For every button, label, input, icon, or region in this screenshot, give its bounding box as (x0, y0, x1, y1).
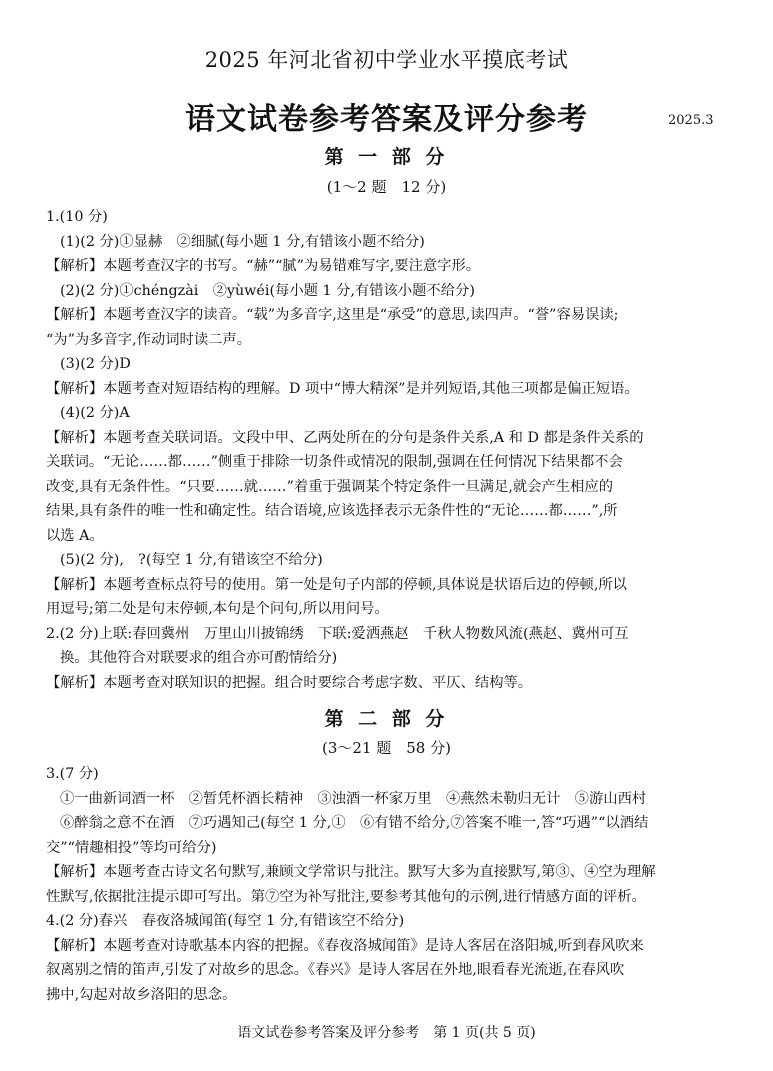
q3-answer: ①一曲新词酒一杯 ②暂凭杯酒长精神 ③浊酒一杯家万里 ④燕然未勒归无计 ⑤游山西村 (60, 790, 647, 807)
page-footer: 语文试卷参考答案及评分参考 第 1 页(共 5 页) (237, 1025, 536, 1041)
q2-answer-cont: 换。其他符合对联要求的组合亦可酌情给分) (60, 650, 338, 666)
part1-range: (1～2 题 12 分) (326, 178, 447, 196)
q1-4-analysis: 【解析】本题考查关联词语。文段中甲、乙两处所在的分句是条件关系,A 和 D 都是条件关系的 (46, 429, 644, 446)
q3-answer-cont: 交”“情趣相投”等均可给分) (46, 839, 217, 856)
part2-content (46, 762, 718, 1007)
q1-4-analysis-cont: 结果,具有条件的唯一性和确定性。结合语境,应该选择表示无条件性的“无论……都……”,所 (46, 503, 618, 519)
q1-2-analysis-cont: “为”为多音字,作动词时读二声。 (46, 331, 252, 348)
q1-header: 1.(10 分) (46, 209, 108, 225)
q3-analysis-cont: 性默写,依据批注提示即可写出。第⑦空为补写批注,要参考其他句的示例,进行情感方面的评析。 (46, 888, 646, 905)
q1-4-analysis-cont: 改变,具有无条件性。“只要……就……”着重于强调某个特定条件一旦满足,就会产生相应的 (46, 478, 613, 495)
q4-analysis: 【解析】本题考查对诗歌基本内容的把握。《春夜洛城闻笛》是诗人客居在洛阳城,听到春风吹来 (46, 937, 644, 954)
q1-5-analysis: 【解析】本题考查标点符号的使用。第一处是句子内部的停顿,具体说是状语后边的停顿,所以 (46, 576, 627, 593)
q1-2-answer: (2)(2 分)①chéngzài ②yùwéi(每小题 1 分,有错该小题不给分) (60, 282, 475, 299)
part1-content (46, 205, 718, 695)
q2-answer: 2.(2 分)上联:春回冀州 万里山川披锦绣 下联:爱洒燕赵 千秋人物数风流(燕赵、冀州可互 (46, 625, 629, 642)
part2-heading: 第 二 部 分 (324, 708, 449, 730)
q4-analysis-cont: 叙离别之情的笛声,引发了对故乡的思念。《春兴》是诗人客居在外地,眼看春光流逝,在春风吹 (46, 962, 625, 978)
q1-4-answer: (4)(2 分)A (60, 405, 130, 421)
q1-5-answer: (5)(2 分), ?(每空 1 分,有错该空不给分) (60, 552, 323, 568)
q3-header: 3.(7 分) (46, 766, 99, 782)
q1-4-analysis-cont: 关联词。“无论……都……”侧重于排除一切条件或情况的限制,强调在任何情况下结果都不会 (46, 454, 623, 470)
q4-answer: 4.(2 分)春兴 春夜洛城闻笛(每空 1 分,有错该空不给分) (46, 913, 405, 929)
q1-3-answer: (3)(2 分)D (60, 356, 131, 372)
q3-analysis: 【解析】本题考查古诗文名句默写,兼顾文学常识与批注。默写大多为直接默写,第③、④空为理解 (46, 864, 656, 880)
q1-4-analysis-cont: 以选 A。 (46, 527, 104, 544)
q1-1-analysis: 【解析】本题考查汉字的书写。“赫”“腻”为易错难写字,要注意字形。 (46, 258, 481, 274)
document-title: 语文试卷参考答案及评分参考 (185, 102, 588, 137)
q1-5-analysis-cont: 用逗号;第二处是句末停顿,本句是个问句,所以用问号。 (46, 601, 389, 617)
exam-title: 2025 年河北省初中学业水平摸底考试 (204, 48, 569, 72)
q3-answer-cont: ⑥醉翁之意不在酒 ⑦巧遇知己(每空 1 分,① ⑥有错不给分,⑦答案不唯一,答“巧遇”“以酒结 (60, 815, 649, 831)
part2-range: (3～21 题 58 分) (322, 739, 451, 757)
q2-analysis: 【解析】本题考查对联知识的把握。组合时要综合考虑字数、平仄、结构等。 (46, 674, 533, 691)
q1-2-analysis: 【解析】本题考查汉字的读音。“载”为多音字,这里是“承受”的意思,读四声。“誉”容易误读; (46, 307, 619, 323)
q4-analysis-cont: 拂中,勾起对故乡洛阳的思念。 (46, 986, 237, 1003)
q1-1-answer: (1)(2 分)①显赫 ②细腻(每小题 1 分,有错该小题不给分) (60, 233, 425, 250)
q1-3-analysis: 【解析】本题考查对短语结构的理解。D 项中“博大精深”是并列短语,其他三项都是偏正短语。 (46, 380, 639, 397)
exam-date: 2025.3 (668, 113, 714, 128)
part1-heading: 第 一 部 分 (324, 146, 449, 168)
